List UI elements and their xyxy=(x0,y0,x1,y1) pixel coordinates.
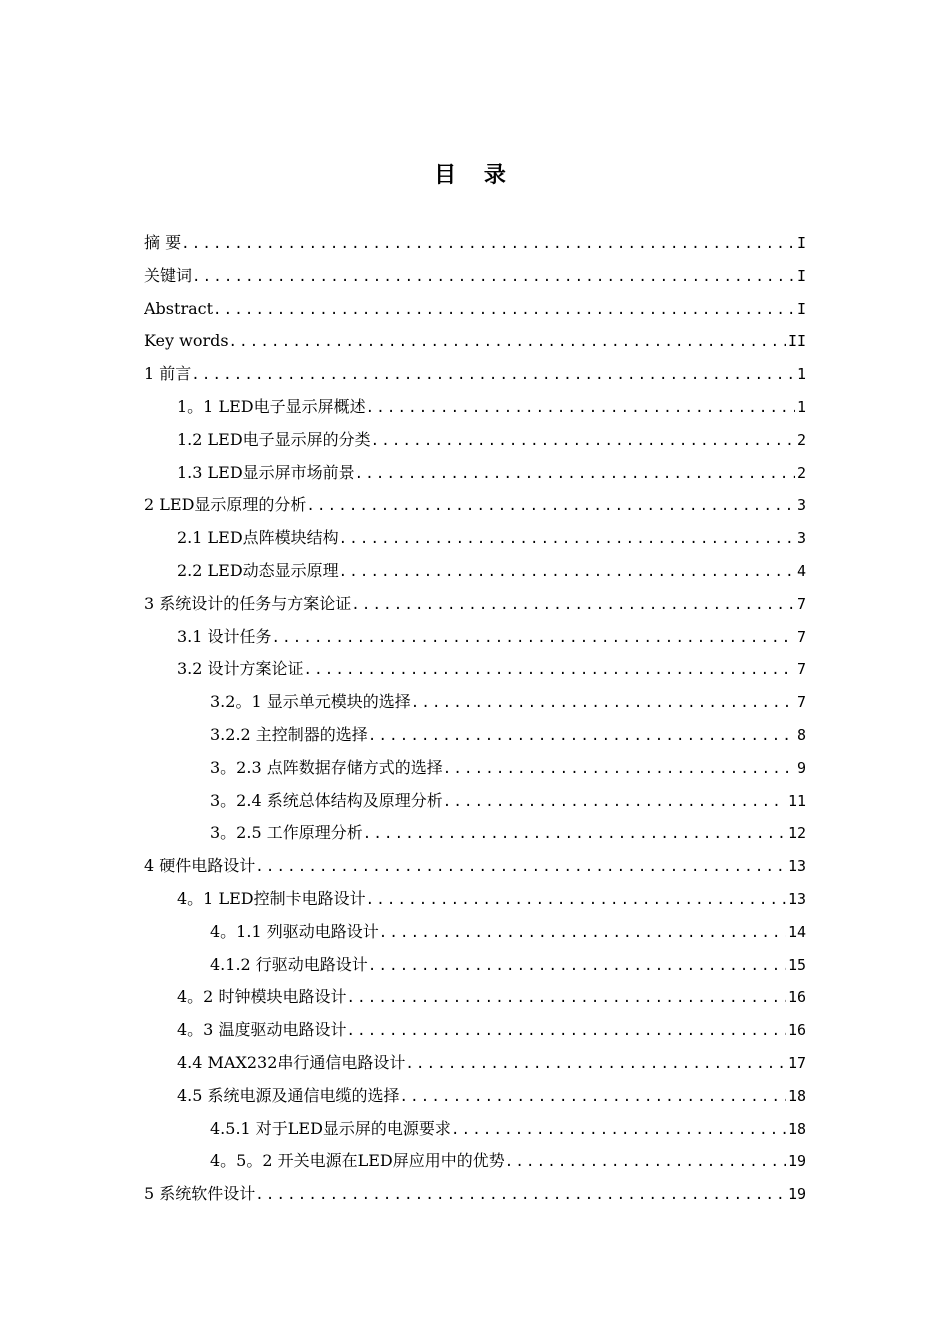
dot-leader xyxy=(346,1015,785,1047)
toc-entry[interactable] xyxy=(144,621,806,654)
toc-entry-title: 4。3 温度驱动电路设计 xyxy=(177,1020,347,1040)
toc-entry-page: 7 xyxy=(796,660,806,679)
toc-entry[interactable] xyxy=(144,752,806,785)
toc-entry-title: 3.2。1 显示单元模块的选择 xyxy=(210,692,411,712)
toc-entry-title: 3.1 设计任务 xyxy=(177,626,272,646)
toc-entry-page: 11 xyxy=(787,791,806,810)
toc-entry[interactable] xyxy=(144,916,806,949)
dot-leader xyxy=(229,326,786,358)
toc-entry[interactable] xyxy=(144,325,806,358)
toc-entry-title: 1.3 LED显示屏市场前景 xyxy=(177,462,355,482)
toc-entry-title: 3。2.5 工作原理分析 xyxy=(210,823,363,843)
toc-entry-title: 4 硬件电路设计 xyxy=(144,856,256,876)
toc-entry-title: 3 系统设计的任务与方案论证 xyxy=(144,593,352,613)
toc-entry-title: 1。1 LED电子显示屏概述 xyxy=(177,396,366,416)
toc-entry[interactable] xyxy=(144,555,806,588)
toc-entry-title: 1 前言 xyxy=(144,364,192,384)
toc-list xyxy=(144,227,806,1211)
toc-entry[interactable] xyxy=(144,424,806,457)
toc-entry[interactable] xyxy=(144,817,806,850)
toc-entry-page: 1 xyxy=(796,397,806,416)
toc-entry-page: 9 xyxy=(796,758,806,777)
toc-entry[interactable] xyxy=(144,457,806,490)
toc-entry-page: 1 xyxy=(796,365,806,384)
toc-entry[interactable] xyxy=(144,489,806,522)
toc-entry[interactable] xyxy=(144,1014,806,1047)
toc-entry-page: 18 xyxy=(787,1086,806,1105)
toc-entry[interactable] xyxy=(144,883,806,916)
dot-leader xyxy=(346,982,785,1014)
toc-entry[interactable] xyxy=(144,1080,806,1113)
dot-leader xyxy=(368,950,786,982)
toc-entry-page: 13 xyxy=(787,889,806,908)
toc-entry[interactable] xyxy=(144,1178,806,1211)
toc-entry-title: 4.4 MAX232串行通信电路设计 xyxy=(177,1052,406,1072)
toc-entry[interactable] xyxy=(144,1113,806,1146)
toc-entry[interactable] xyxy=(144,981,806,1014)
toc-entry-page: 17 xyxy=(787,1053,806,1072)
dot-leader xyxy=(451,1114,786,1146)
toc-entry-title: 摘 要 xyxy=(144,233,182,252)
dot-leader xyxy=(371,425,795,457)
toc-entry-page: 3 xyxy=(796,496,806,515)
dot-leader xyxy=(366,884,786,916)
toc-entry[interactable] xyxy=(144,1047,806,1080)
toc-entry-title: 5 系统软件设计 xyxy=(144,1184,256,1204)
toc-entry-page: 3 xyxy=(796,529,806,548)
toc-entry[interactable] xyxy=(144,260,806,293)
toc-entry-title: 4.5 系统电源及通信电缆的选择 xyxy=(177,1085,400,1105)
toc-entry-title: 3.2 设计方案论证 xyxy=(177,659,304,679)
toc-entry-page: 7 xyxy=(796,627,806,646)
dot-leader xyxy=(366,392,795,424)
toc-entry-title: 3。2.3 点阵数据存储方式的选择 xyxy=(210,757,443,777)
toc-entry-page: 14 xyxy=(787,922,806,941)
dot-leader xyxy=(379,917,786,949)
toc-entry-page: 13 xyxy=(787,857,806,876)
dot-leader xyxy=(351,589,795,621)
dot-leader xyxy=(443,786,786,818)
dot-leader xyxy=(400,1081,786,1113)
dot-leader xyxy=(181,228,795,260)
page-title: 目 录 xyxy=(434,163,516,188)
toc-entry-title: 4。2 时钟模块电路设计 xyxy=(177,987,347,1007)
toc-entry-page: 19 xyxy=(787,1185,806,1204)
toc-entry-title: 2.1 LED点阵模块结构 xyxy=(177,528,339,548)
toc-entry-page: 16 xyxy=(787,988,806,1007)
toc-entry-page: 2 xyxy=(796,463,806,482)
toc-entry-page: 8 xyxy=(796,725,806,744)
dot-leader xyxy=(272,622,795,654)
toc-entry[interactable] xyxy=(144,588,806,621)
dot-leader xyxy=(368,720,795,752)
toc-entry-page: 19 xyxy=(787,1152,806,1171)
dot-leader xyxy=(411,687,795,719)
toc-entry-page: 4 xyxy=(796,561,806,580)
toc-entry-title: 1.2 LED电子显示屏的分类 xyxy=(177,429,371,449)
toc-entry-title: 4.5.1 对于LED显示屏的电源要求 xyxy=(210,1118,451,1138)
toc-entry-page: II xyxy=(787,332,806,351)
toc-entry-title: 4。1 LED控制卡电路设计 xyxy=(177,888,366,908)
dot-leader xyxy=(306,490,795,522)
dot-leader xyxy=(191,359,795,391)
toc-entry-page: 18 xyxy=(787,1119,806,1138)
dot-leader xyxy=(355,458,795,490)
toc-entry-page: 2 xyxy=(796,430,806,449)
toc-entry-title: 3.2.2 主控制器的选择 xyxy=(210,724,368,744)
dot-leader xyxy=(192,261,795,293)
dot-leader xyxy=(213,294,795,326)
toc-entry[interactable] xyxy=(144,719,806,752)
toc-entry-page: I xyxy=(796,299,806,318)
dot-leader xyxy=(255,1179,786,1211)
toc-entry[interactable] xyxy=(144,358,806,391)
toc-entry[interactable] xyxy=(144,391,806,424)
dot-leader xyxy=(255,851,786,883)
dot-leader xyxy=(339,556,795,588)
toc-entry-page: 16 xyxy=(787,1021,806,1040)
toc-entry[interactable] xyxy=(144,653,806,686)
toc-entry-title: 4。1.1 列驱动电路设计 xyxy=(210,921,379,941)
toc-entry[interactable] xyxy=(144,785,806,818)
toc-entry-page: 7 xyxy=(796,693,806,712)
toc-entry-page: I xyxy=(796,234,806,252)
toc-entry-title: Key words xyxy=(144,331,229,351)
toc-entry[interactable] xyxy=(144,1145,806,1178)
toc-entry-title: 2.2 LED动态显示原理 xyxy=(177,560,339,580)
toc-entry[interactable] xyxy=(144,949,806,982)
dot-leader xyxy=(363,818,786,850)
toc-entry-page: I xyxy=(796,266,806,285)
toc-entry-page: 7 xyxy=(796,594,806,613)
dot-leader xyxy=(339,523,795,555)
toc-entry-title: 2 LED显示原理的分析 xyxy=(144,495,307,515)
toc-entry-page: 12 xyxy=(787,824,806,843)
toc-entry-title: 4.1.2 行驱动电路设计 xyxy=(210,954,368,974)
dot-leader xyxy=(505,1146,786,1178)
toc-entry[interactable] xyxy=(144,227,806,260)
dot-leader xyxy=(443,753,795,785)
dot-leader xyxy=(304,654,795,686)
toc-entry-title: 关键词 xyxy=(144,265,193,285)
toc-entry[interactable] xyxy=(144,686,806,719)
toc-entry-page: 15 xyxy=(787,955,806,974)
toc-entry[interactable] xyxy=(144,293,806,326)
toc-entry[interactable] xyxy=(144,522,806,555)
toc-entry[interactable] xyxy=(144,850,806,883)
dot-leader xyxy=(405,1048,786,1080)
toc-entry-title: 3。2.4 系统总体结构及原理分析 xyxy=(210,790,443,810)
toc-entry-title: 4。5。2 开关电源在LED屏应用中的优势 xyxy=(210,1151,505,1171)
toc-entry-title: Abstract xyxy=(144,298,214,318)
